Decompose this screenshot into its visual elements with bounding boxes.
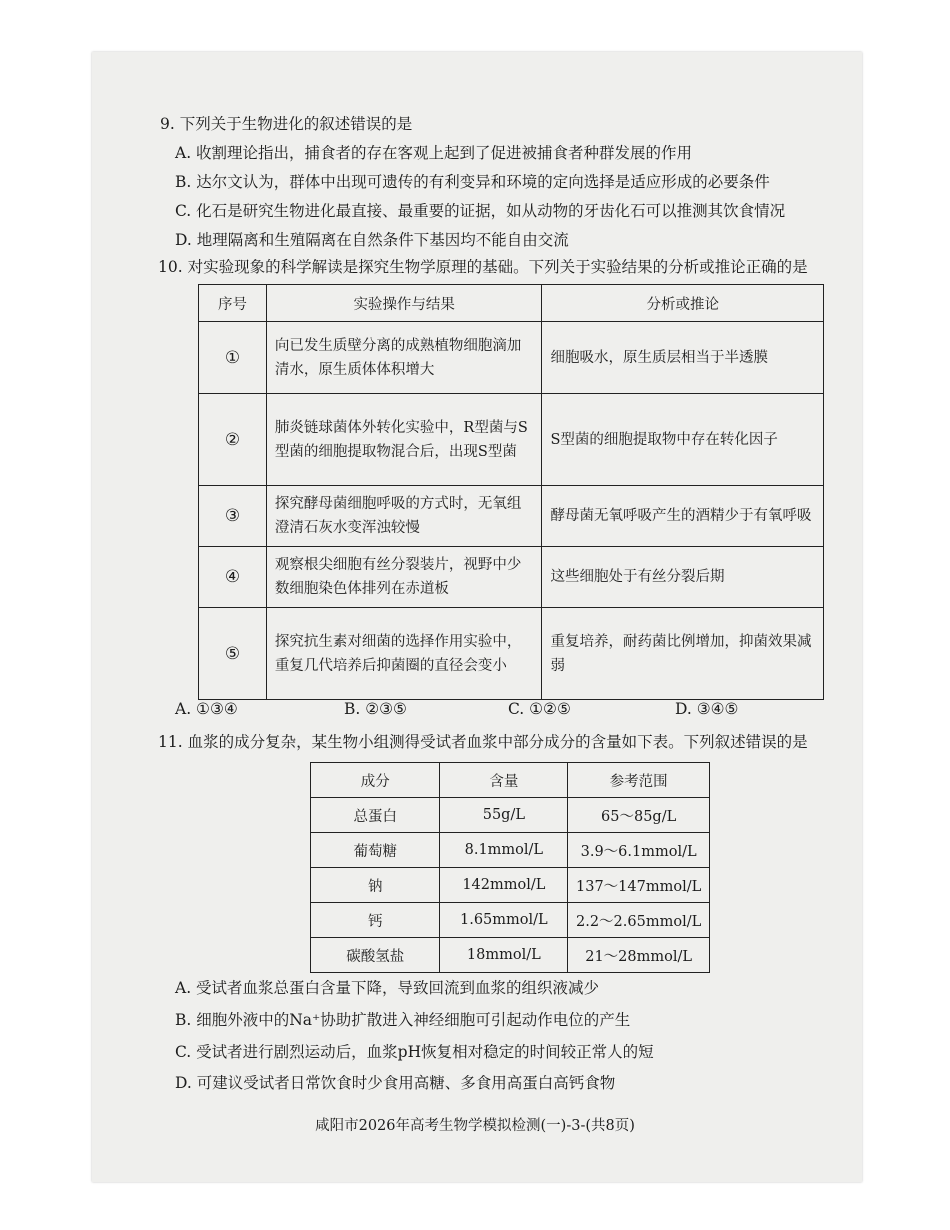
table-row bbox=[199, 486, 824, 547]
experiment-operation: 探究酵母菌细胞呼吸的方式时，无氧组澄清石灰水变浑浊较慢 bbox=[266, 486, 542, 547]
row-number: ③ bbox=[199, 486, 267, 547]
q11-option-c: C. 受试者进行剧烈运动后，血浆pH恢复相对稳定的时间较正常人的短 bbox=[175, 1043, 654, 1061]
reference-range: 2.2～2.65mmol/L bbox=[568, 903, 710, 938]
q10-choice-a: A. ①③④ bbox=[175, 700, 238, 718]
page-footer: 咸阳市2026年高考生物学模拟检测(一)-3-(共8页) bbox=[315, 1118, 635, 1134]
analysis: 重复培养，耐药菌比例增加，抑菌效果减弱 bbox=[542, 608, 824, 700]
analysis: 这些细胞处于有丝分裂后期 bbox=[542, 547, 824, 608]
reference-range: 3.9～6.1mmol/L bbox=[568, 833, 710, 868]
component-value: 1.65mmol/L bbox=[440, 903, 568, 938]
column-header: 实验操作与结果 bbox=[266, 285, 542, 322]
table-header-row bbox=[311, 763, 710, 798]
component-name: 葡萄糖 bbox=[311, 833, 440, 868]
experiment-operation: 向已发生质壁分离的成熟植物细胞滴加清水，原生质体体积增大 bbox=[266, 322, 542, 394]
table-row bbox=[311, 938, 710, 973]
table-row bbox=[199, 547, 824, 608]
column-header: 序号 bbox=[199, 285, 267, 322]
table-row bbox=[311, 833, 710, 868]
q9-option-b: B. 达尔文认为，群体中出现可遗传的有利变异和环境的定向选择是适应形成的必要条件 bbox=[175, 173, 770, 191]
row-number: ① bbox=[199, 322, 267, 394]
reference-range: 65～85g/L bbox=[568, 798, 710, 833]
q10-choice-c: C. ①②⑤ bbox=[508, 700, 571, 718]
component-name: 总蛋白 bbox=[311, 798, 440, 833]
analysis: 细胞吸水，原生质层相当于半透膜 bbox=[542, 322, 824, 394]
table-header-row bbox=[199, 285, 824, 322]
row-number: ② bbox=[199, 394, 267, 486]
row-number: ④ bbox=[199, 547, 267, 608]
q11-option-b: B. 细胞外液中的Na⁺协助扩散进入神经细胞可引起动作电位的产生 bbox=[175, 1011, 631, 1029]
component-name: 钠 bbox=[311, 868, 440, 903]
q10-choice-b: B. ②③⑤ bbox=[344, 700, 407, 718]
q11-option-a: A. 受试者血浆总蛋白含量下降，导致回流到血浆的组织液减少 bbox=[175, 979, 600, 997]
q9-option-c: C. 化石是研究生物进化最直接、最重要的证据，如从动物的牙齿化石可以推测其饮食情况 bbox=[175, 202, 786, 220]
component-value: 142mmol/L bbox=[440, 868, 568, 903]
column-header: 参考范围 bbox=[568, 763, 710, 798]
experiment-operation: 观察根尖细胞有丝分裂装片，视野中少数细胞染色体排列在赤道板 bbox=[266, 547, 542, 608]
table-row bbox=[199, 394, 824, 486]
table-row bbox=[311, 868, 710, 903]
reference-range: 137～147mmol/L bbox=[568, 868, 710, 903]
blood-components-table bbox=[310, 762, 710, 973]
q10-choice-d: D. ③④⑤ bbox=[675, 700, 739, 718]
table-row bbox=[199, 608, 824, 700]
table-row bbox=[311, 903, 710, 938]
analysis: 酵母菌无氧呼吸产生的酒精少于有氧呼吸 bbox=[542, 486, 824, 547]
analysis: S型菌的细胞提取物中存在转化因子 bbox=[542, 394, 824, 486]
component-name: 碳酸氢盐 bbox=[311, 938, 440, 973]
row-number: ⑤ bbox=[199, 608, 267, 700]
q11-stem: 11. 血浆的成分复杂，某生物小组测得受试者血浆中部分成分的含量如下表。下列叙述错误的是 bbox=[158, 733, 808, 751]
column-header: 分析或推论 bbox=[542, 285, 824, 322]
component-value: 18mmol/L bbox=[440, 938, 568, 973]
table-row bbox=[199, 322, 824, 394]
q10-stem: 10. 对实验现象的科学解读是探究生物学原理的基础。下列关于实验结果的分析或推论正确的是 bbox=[158, 258, 808, 276]
experiment-table bbox=[198, 284, 824, 700]
reference-range: 21～28mmol/L bbox=[568, 938, 710, 973]
column-header: 成分 bbox=[311, 763, 440, 798]
q9-option-d: D. 地理隔离和生殖隔离在自然条件下基因均不能自由交流 bbox=[175, 231, 569, 249]
experiment-operation: 肺炎链球菌体外转化实验中，R型菌与S型菌的细胞提取物混合后，出现S型菌 bbox=[266, 394, 542, 486]
component-value: 55g/L bbox=[440, 798, 568, 833]
q11-option-d: D. 可建议受试者日常饮食时少食用高糖、多食用高蛋白高钙食物 bbox=[175, 1074, 616, 1092]
q9-option-a: A. 收割理论指出，捕食者的存在客观上起到了促进被捕食者种群发展的作用 bbox=[175, 144, 693, 162]
experiment-operation: 探究抗生素对细菌的选择作用实验中，重复几代培养后抑菌圈的直径会变小 bbox=[266, 608, 542, 700]
column-header: 含量 bbox=[440, 763, 568, 798]
table-row bbox=[311, 798, 710, 833]
component-name: 钙 bbox=[311, 903, 440, 938]
component-value: 8.1mmol/L bbox=[440, 833, 568, 868]
q9-stem: 9. 下列关于生物进化的叙述错误的是 bbox=[160, 115, 413, 133]
